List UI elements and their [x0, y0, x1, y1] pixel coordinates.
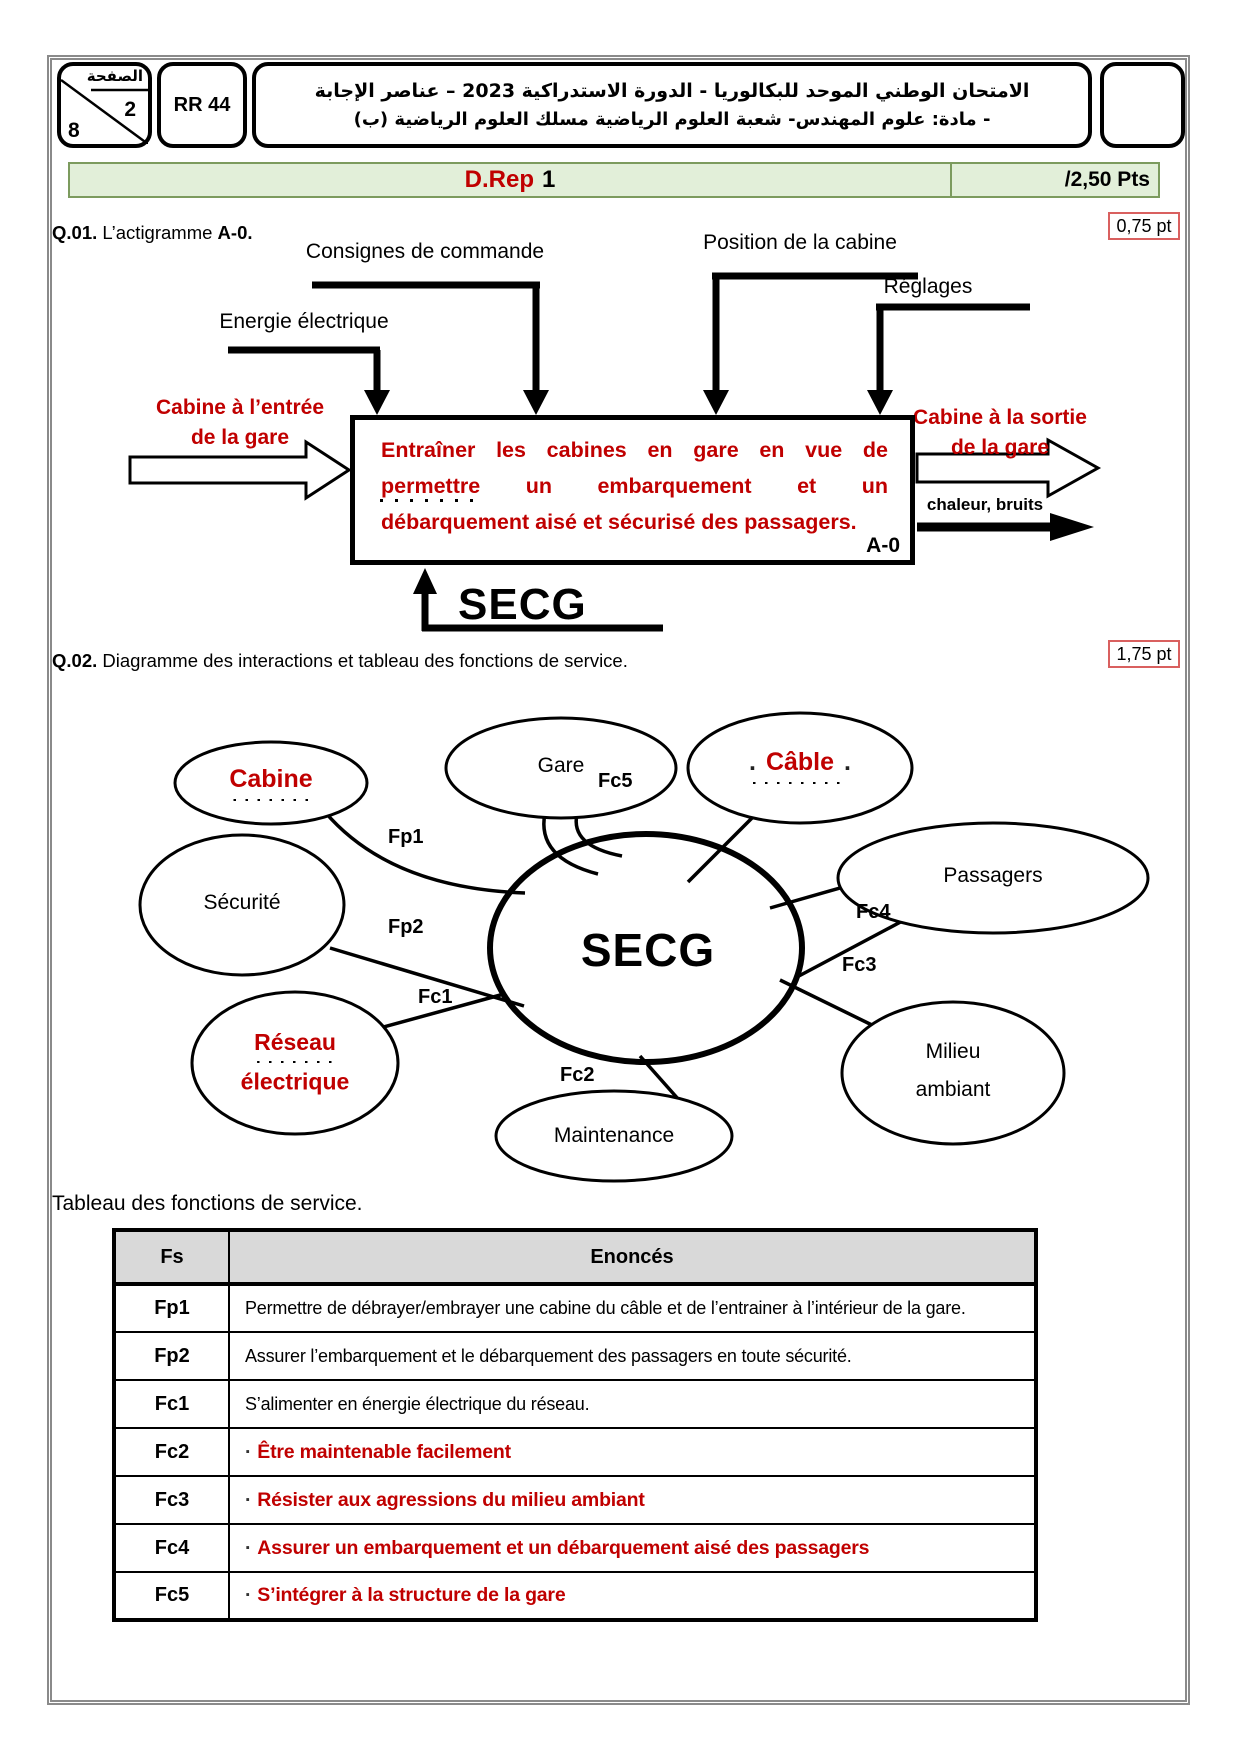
page-current: 2	[124, 98, 136, 121]
output-right-line1: Cabine à la sortie	[913, 406, 1087, 429]
reseau-ellipse	[192, 992, 398, 1134]
table-row	[114, 1572, 1036, 1620]
milieu-ellipse	[842, 1002, 1064, 1144]
row-fs: Fc1	[114, 1380, 229, 1428]
row-text: · Être maintenable facilement	[229, 1428, 1036, 1476]
page-label: الصفحة	[86, 67, 143, 85]
pieuvre-center-label: SECG	[580, 924, 716, 976]
question-1-text: L’actigramme	[102, 222, 213, 243]
question-2-label: Q.02.	[52, 650, 98, 671]
control-label-consignes: Consignes de commande	[305, 240, 545, 263]
bubble-securite: Sécurité	[203, 891, 281, 914]
answer-banner-number: 1	[541, 166, 556, 193]
control-label-position: Position de la cabine	[703, 231, 897, 254]
input-label-energie: Energie électrique	[219, 310, 389, 333]
page-total: 8	[68, 119, 80, 142]
bubble-gare: Gare	[537, 754, 585, 777]
function-label-fp2: Fp2	[388, 916, 424, 938]
block-arrow-input	[130, 442, 349, 498]
arrow-reglages	[867, 307, 1030, 415]
row-fs: Fc3	[114, 1476, 229, 1524]
input-left-line1: Cabine à l’entrée	[155, 396, 325, 419]
question-2-text: Diagramme des interactions et tableau des fonctions de service.	[102, 650, 628, 671]
row-text: Permettre de débrayer/embrayer une cabine du câble et de l’entrainer à l’intérieur de la gare.	[229, 1284, 1036, 1332]
row-fs: Fc2	[114, 1428, 229, 1476]
table-caption: Tableau des fonctions de service.	[52, 1192, 363, 1215]
service-functions-table	[112, 1228, 1038, 1622]
a0-function-box	[350, 415, 915, 565]
bubble-passagers: Passagers	[943, 864, 1043, 887]
row-text: Assurer l’embarquement et le débarquement des passagers en toute sécurité.	[229, 1332, 1036, 1380]
question-2-points-badge: 1,75 pt	[1108, 640, 1180, 668]
row-fs: Fc5	[114, 1572, 229, 1620]
table-row	[114, 1284, 1036, 1332]
table-row	[114, 1476, 1036, 1524]
function-label-fc5: Fc5	[598, 770, 633, 792]
bubble-cable: . Câble .	[749, 748, 851, 784]
row-fs: Fp1	[114, 1284, 229, 1332]
link-fp1	[325, 812, 525, 893]
output-right-line2: de la gare	[950, 436, 1050, 459]
function-label-fc2: Fc2	[560, 1064, 595, 1086]
bubble-milieu-line1: Milieu	[925, 1040, 981, 1063]
question-1-ref: A-0.	[217, 222, 253, 243]
question-1-label: Q.01.	[52, 222, 98, 243]
bubble-cabine: Cabine	[229, 765, 312, 801]
row-text: · S’intégrer à la structure de la gare	[229, 1572, 1036, 1620]
control-label-reglages: Réglages	[883, 275, 973, 298]
a0-node-ref: A-0	[866, 534, 900, 557]
question-2-line	[52, 650, 628, 672]
row-fs: Fp2	[114, 1332, 229, 1380]
a0-text-line1: Entraîner les cabines en gare en vue de	[381, 438, 888, 462]
row-text: · Assurer un embarquement et un débarquement aisé des passagers	[229, 1524, 1036, 1572]
function-label-fc4: Fc4	[856, 901, 891, 923]
table-row	[114, 1380, 1036, 1428]
a0-text-line3: débarquement aisé et sécurisé des passagers.	[381, 510, 857, 534]
column-header-fs: Fs	[114, 1230, 229, 1284]
function-label-fp1: Fp1	[388, 826, 424, 848]
table-row	[114, 1524, 1036, 1572]
output-label-chaleur-bruits: chaleur, bruits	[926, 495, 1044, 514]
a0-text-line2: permettre un embarquement et un	[381, 474, 888, 498]
function-label-fc1: Fc1	[418, 986, 453, 1008]
exam-code: RR 44	[173, 93, 231, 116]
column-header-enonces: Enoncés	[229, 1230, 1036, 1284]
arrow-chaleur-bruits	[917, 513, 1094, 541]
row-fs: Fc4	[114, 1524, 229, 1572]
exam-title-line1: الامتحان الوطني الموحد للبكالوريا - الدورة الاستدراكية 2023 – عناصر الإجابة	[314, 80, 1030, 102]
table-row	[114, 1428, 1036, 1476]
bubble-reseau-line1: Réseau	[254, 1029, 336, 1063]
bubble-reseau-line2: électrique	[240, 1068, 350, 1095]
answer-banner-name: D.Rep	[464, 166, 534, 193]
row-text: S’alimenter en énergie électrique du réseau.	[229, 1380, 1036, 1428]
link-fc3	[780, 980, 874, 1026]
function-label-fc3: Fc3	[842, 954, 877, 976]
answer-banner-points: /2,50 Pts	[1064, 168, 1150, 191]
table-row	[114, 1332, 1036, 1380]
bubble-maintenance: Maintenance	[553, 1124, 675, 1147]
exam-title-line2: - مادة: علوم المهندس- شعبة العلوم الرياضية مسلك العلوم الرياضية (ب)	[353, 109, 991, 130]
table-header-row	[114, 1230, 1036, 1284]
question-1-points-badge: 0,75 pt	[1108, 212, 1180, 240]
input-left-line2: de la gare	[190, 426, 290, 449]
dotted-mark-permettre	[380, 499, 478, 502]
row-text: · Résister aux agressions du milieu ambiant	[229, 1476, 1036, 1524]
mechanism-label: SECG	[458, 580, 587, 629]
bubble-milieu-line2: ambiant	[915, 1078, 991, 1101]
